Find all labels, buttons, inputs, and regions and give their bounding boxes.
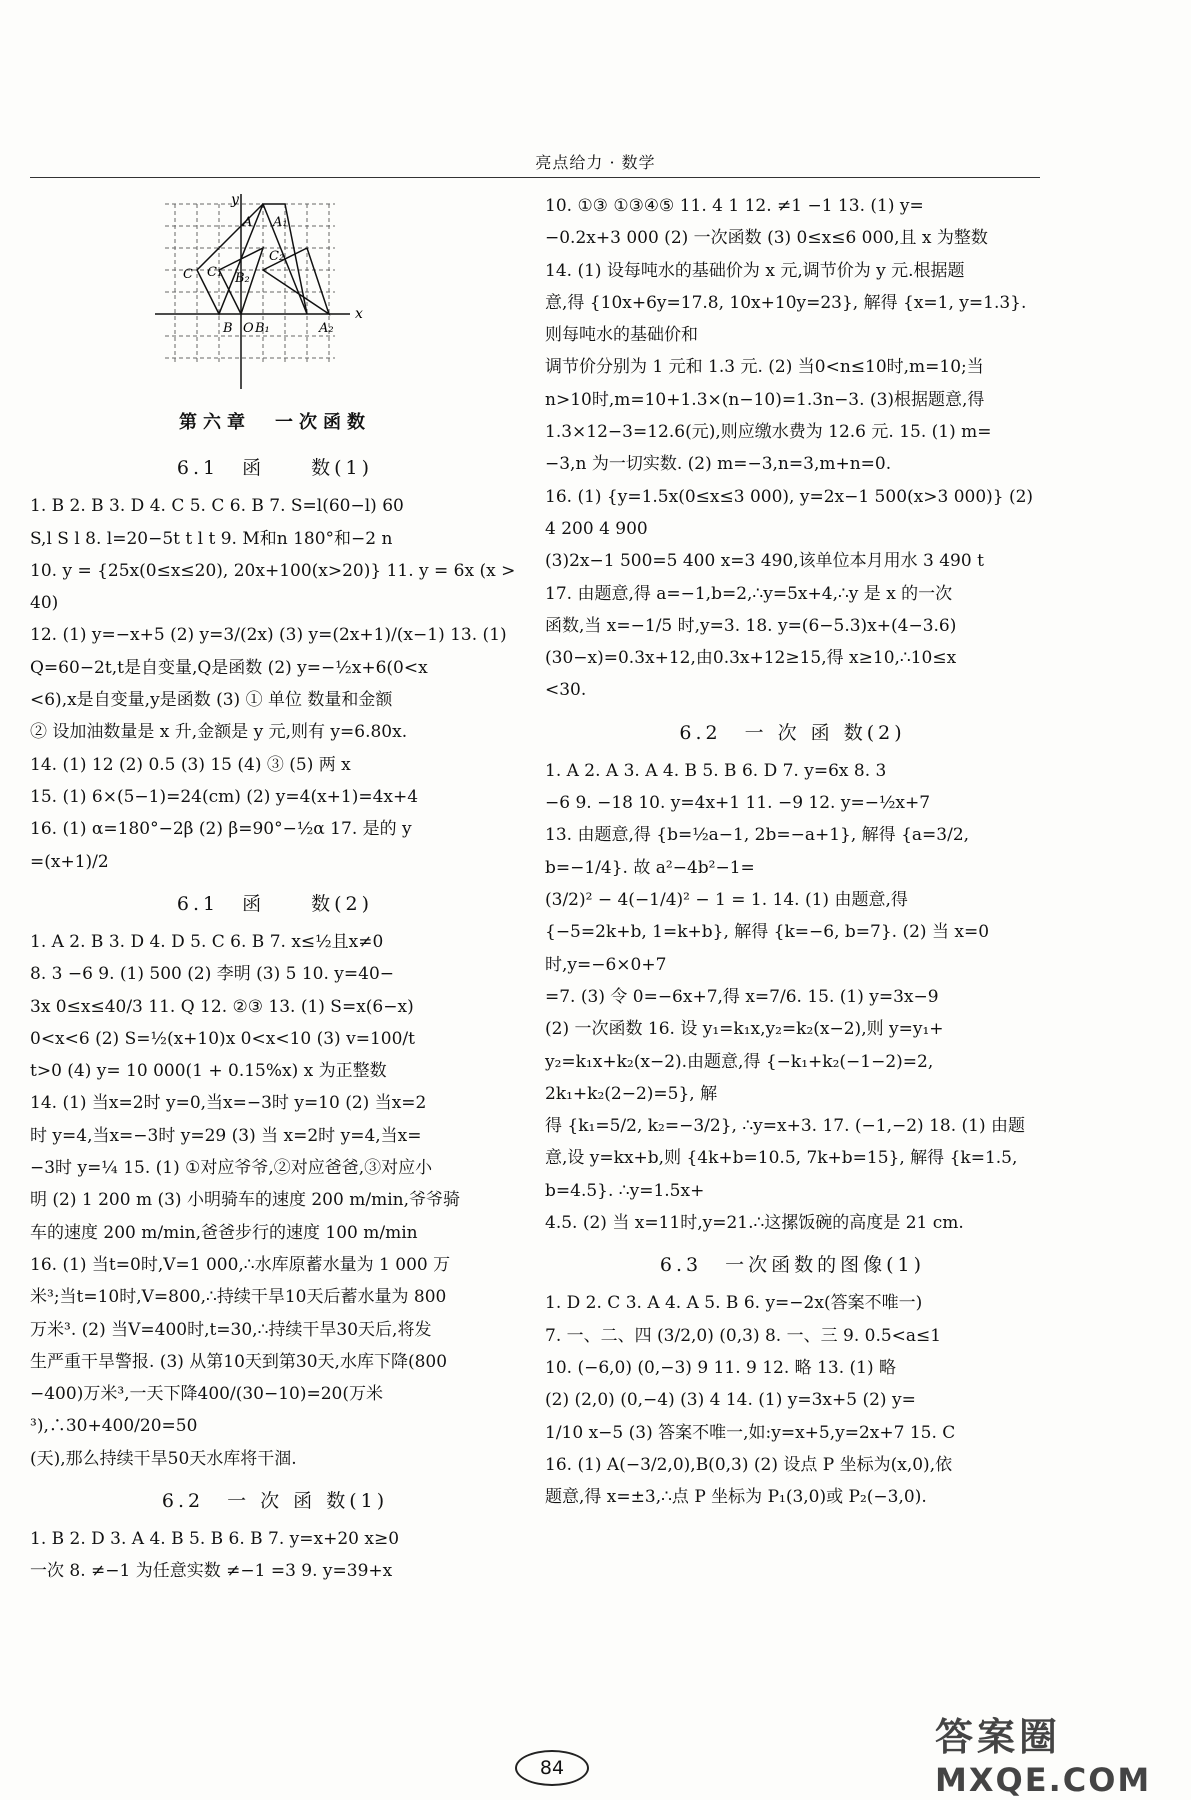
answer-line: (2) (2,0) (0,−4) (3) 4 14. (1) y=3x+5 (2) y= xyxy=(545,1390,916,1411)
point-label: B₁ xyxy=(255,321,270,336)
coordinate-graph xyxy=(155,194,385,394)
left-column xyxy=(30,190,520,1588)
answer-line: 0<x<6 (2) S=½(x+10)x 0<x<10 (3) v=100/t xyxy=(30,1028,415,1049)
answer-line: ② 设加油数量是 x 升,金额是 y 元,则有 y=6.80x. xyxy=(30,722,408,743)
right-column xyxy=(545,190,1040,1513)
answer-line: 14. (1) 设每吨水的基础价为 x 元,调节价为 y 元.根据题 xyxy=(545,260,965,281)
answer-line: 13. 由题意,得 {b=½a−1, 2b=−a+1}, 解得 {a=3/2, b=−1/4}. 故 a²−4b²−1= xyxy=(545,825,970,878)
answer-line: −3时 y=¼ 15. (1) ①对应爷爷,②对应爸爸,③对应小 xyxy=(30,1158,433,1179)
answer-line: 调节价分别为 1 元和 1.3 元. (2) 当0<n≤10时,m=10;当 xyxy=(545,357,984,378)
answer-line: 8. 3 −6 9. (1) 500 (2) 李明 (3) 5 10. y=40− xyxy=(30,964,395,985)
point-label: A₁ xyxy=(273,215,288,230)
answer-line: 1/10 x−5 (3) 答案不唯一,如:y=x+5,y=2x+7 15. C xyxy=(545,1422,956,1443)
answer-line: 12. (1) y=−x+5 (2) y=3/(2x) (3) y=(2x+1)/(x−1) 13. (1) xyxy=(30,625,507,646)
answer-line: y₂=k₁x+k₂(x−2).由题意,得 {−k₁+k₂(−1−2)=2, 2k₁+k₂(2−2)=5}, 解 xyxy=(545,1051,934,1104)
answer-line: 14. (1) 12 (2) 0.5 (3) 15 (4) ③ (5) 两 x xyxy=(30,754,351,775)
answer-line: 1. B 2. B 3. D 4. C 5. C 6. B 7. S=l(60−l) 60 xyxy=(30,496,404,517)
watermark-logo xyxy=(935,1706,1170,1799)
answer-line: S,l S l 8. l=20−5t t l t 9. M和n 180°和−2 n xyxy=(30,528,393,549)
answer-line: 14. (1) 当x=2时 y=0,当x=−3时 y=10 (2) 当x=2 xyxy=(30,1093,427,1114)
answer-line: 意,设 y=kx+b,则 {4k+b=10.5, 7k+b=15}, 解得 {k=1.5, b=4.5}. ∴y=1.5x+ xyxy=(545,1148,1018,1201)
answer-line: 16. (1) A(−3/2,0),B(0,3) (2) 设点 P 坐标为(x,0),依 xyxy=(545,1454,953,1475)
answer-line: 题意,得 x=±3,∴点 P 坐标为 P₁(3,0)或 P₂(−3,0). xyxy=(545,1487,927,1508)
answer-line: 时 y=4,当x=−3时 y=29 (3) 当 x=2时 y=4,当x= xyxy=(30,1125,422,1146)
answer-line: 16. (1) α=180°−2β (2) β=90°−½α 17. 是的 y xyxy=(30,819,412,840)
page-number: 84 xyxy=(515,1750,589,1786)
chapter-title: 第六章 一次函数 xyxy=(179,412,371,433)
section-title: 6.1 函 数(2) xyxy=(176,892,374,915)
answer-line: 1. B 2. D 3. A 4. B 5. B 6. B 7. y=x+20 x≥0 xyxy=(30,1529,400,1550)
answer-line: (30−x)=0.3x+12,由0.3x+12≥15,得 x≥10,∴10≤x xyxy=(545,648,957,669)
answer-line: 得 {k₁=5/2, k₂=−3/2}, ∴y=x+3. 17. (−1,−2) 18. (1) 由题 xyxy=(545,1116,1026,1137)
answer-line: 16. (1) {y=1.5x(0≤x≤3 000), y=2x−1 500(x>3 000)} (2) 4 200 4 900 xyxy=(545,486,1034,539)
header-rule xyxy=(30,177,1040,178)
answer-line: 车的速度 200 m/min,爸爸步行的速度 100 m/min xyxy=(30,1222,418,1243)
answer-line: (2) 一次函数 16. 设 y₁=k₁x,y₂=k₂(x−2),则 y=y₁+ xyxy=(545,1019,944,1040)
answer-line: 1. A 2. B 3. D 4. D 5. C 6. B 7. x≤½且x≠0 xyxy=(30,931,384,952)
answer-line: 17. 由题意,得 a=−1,b=2,∴y=5x+4,∴y 是 x 的一次 xyxy=(545,583,953,604)
point-label: C xyxy=(183,267,193,282)
answer-line: 生严重干旱警报. (3) 从第10天到第30天,水库下降(800 xyxy=(30,1351,448,1372)
section-title: 6.3 一次函数的图像(1) xyxy=(659,1254,926,1277)
answer-line: =(x+1)/2 xyxy=(30,851,109,872)
answer-line: −0.2x+3 000 (2) 一次函数 (3) 0≤x≤6 000,且 x 为整数 xyxy=(545,228,988,249)
answer-line: 万米³. (2) 当V=400时,t=30,∴持续干旱30天后,将发 xyxy=(30,1319,432,1340)
page-header: 亮点给力 · 数学 xyxy=(535,153,656,172)
point-label: C₁ xyxy=(207,265,223,280)
point-label: O xyxy=(243,321,254,336)
answer-line: 米³;当t=10时,V=800,∴持续干旱10天后蓄水量为 800 xyxy=(30,1287,447,1308)
answer-line: 一次 8. ≠−1 为任意实数 ≠−1 =3 9. y=39+x xyxy=(30,1561,393,1582)
answer-line: −400)万米³,一天下降400/(30−10)=20(万米³),∴30+400/20=50 xyxy=(30,1384,383,1437)
answer-line: 3x 0≤x≤40/3 11. Q 12. ②③ 13. (1) S=x(6−x) xyxy=(30,996,414,1017)
answer-line: 15. (1) 6×(5−1)=24(cm) (2) y=4(x+1)=4x+4 xyxy=(30,786,419,807)
answer-line: 10. y = {25x(0≤x≤20), 20x+100(x>20)} 11. y = 6x (x > 40) xyxy=(30,560,516,614)
answer-line: 1. D 2. C 3. A 4. A 5. B 6. y=−2x(答案不唯一) xyxy=(545,1293,923,1314)
answer-line: {−5=2k+b, 1=k+b}, 解得 {k=−6, b=7}. (2) 当 x=0时,y=−6×0+7 xyxy=(545,922,990,975)
answer-line: <30. xyxy=(545,680,587,701)
watermark-text: 答案圈 xyxy=(935,1715,1062,1759)
answer-line: 函数,当 x=−1/5 时,y=3. 18. y=(6−5.3)x+(4−3.6) xyxy=(545,615,957,636)
answer-line: 意,得 {10x+6y=17.8, 10x+10y=23}, 解得 {x=1, y=1.3}. 则每吨水的基础价和 xyxy=(545,292,1027,346)
answer-line: n>10时,m=10+1.3×(n−10)=1.3n−3. (3)根据题意,得 xyxy=(545,389,985,410)
section-title: 6.2 一 次 函 数(1) xyxy=(161,1489,389,1512)
answer-line: 1.3×12−3=12.6(元),则应缴水费为 12.6 元. 15. (1) m= xyxy=(545,422,992,443)
answer-line: Q=60−2t,t是自变量,Q是函数 (2) y=−½x+6(0<x xyxy=(30,657,428,678)
answer-line: 1. A 2. A 3. A 4. B 5. B 6. D 7. y=6x 8. 3 xyxy=(545,760,887,781)
answer-line: (天),那么持续干旱50天水库将干涸. xyxy=(30,1448,297,1469)
answer-line: −6 9. −18 10. y=4x+1 11. −9 12. y=−½x+7 xyxy=(545,793,931,814)
answer-line: 明 (2) 1 200 m (3) 小明骑车的速度 200 m/min,爷爷骑 xyxy=(30,1190,460,1211)
answer-line: (3/2)² − 4(−1/4)² − 1 = 1. 14. (1) 由题意,得 xyxy=(545,890,908,911)
answer-line: <6),x是自变量,y是函数 (3) ① 单位 数量和金额 xyxy=(30,690,393,711)
answer-line: 10. ①③ ①③④⑤ 11. 4 1 12. ≠1 −1 13. (1) y= xyxy=(545,196,924,216)
point-label: C₂ xyxy=(269,249,285,264)
point-label: B₂ xyxy=(235,271,250,286)
answer-line: 16. (1) 当t=0时,V=1 000,∴水库原蓄水量为 1 000 万 xyxy=(30,1254,451,1275)
point-label: A₂ xyxy=(319,321,334,336)
x-axis-label: x xyxy=(355,306,363,322)
answer-line: (3)2x−1 500=5 400 x=3 490,该单位本月用水 3 490 t xyxy=(545,551,984,572)
answer-line: −3,n 为一切实数. (2) m=−3,n=3,m+n=0. xyxy=(545,454,892,475)
section-title: 6.1 函 数(1) xyxy=(176,457,374,480)
answer-line: 4.5. (2) 当 x=11时,y=21.∴这摞饭碗的高度是 21 cm. xyxy=(545,1213,964,1233)
watermark-url: MXQE.COM xyxy=(935,1761,1152,1799)
answer-line: t>0 (4) y= 10 000(1 + 0.15%x) x 为正整数 xyxy=(30,1061,387,1082)
point-label: B xyxy=(223,321,233,336)
y-axis-label: y xyxy=(231,194,239,208)
answer-line: =7. (3) 令 0=−6x+7,得 x=7/6. 15. (1) y=3x−9 xyxy=(545,986,939,1007)
section-title: 6.2 一 次 函 数(2) xyxy=(679,721,906,744)
answer-line: 10. (−6,0) (0,−3) 9 11. 9 12. 略 13. (1) 略 xyxy=(545,1357,896,1378)
point-label: A xyxy=(243,215,253,230)
answer-line: 7. 一、二、四 (3/2,0) (0,3) 8. 一、三 9. 0.5<a≤1 xyxy=(545,1325,942,1346)
